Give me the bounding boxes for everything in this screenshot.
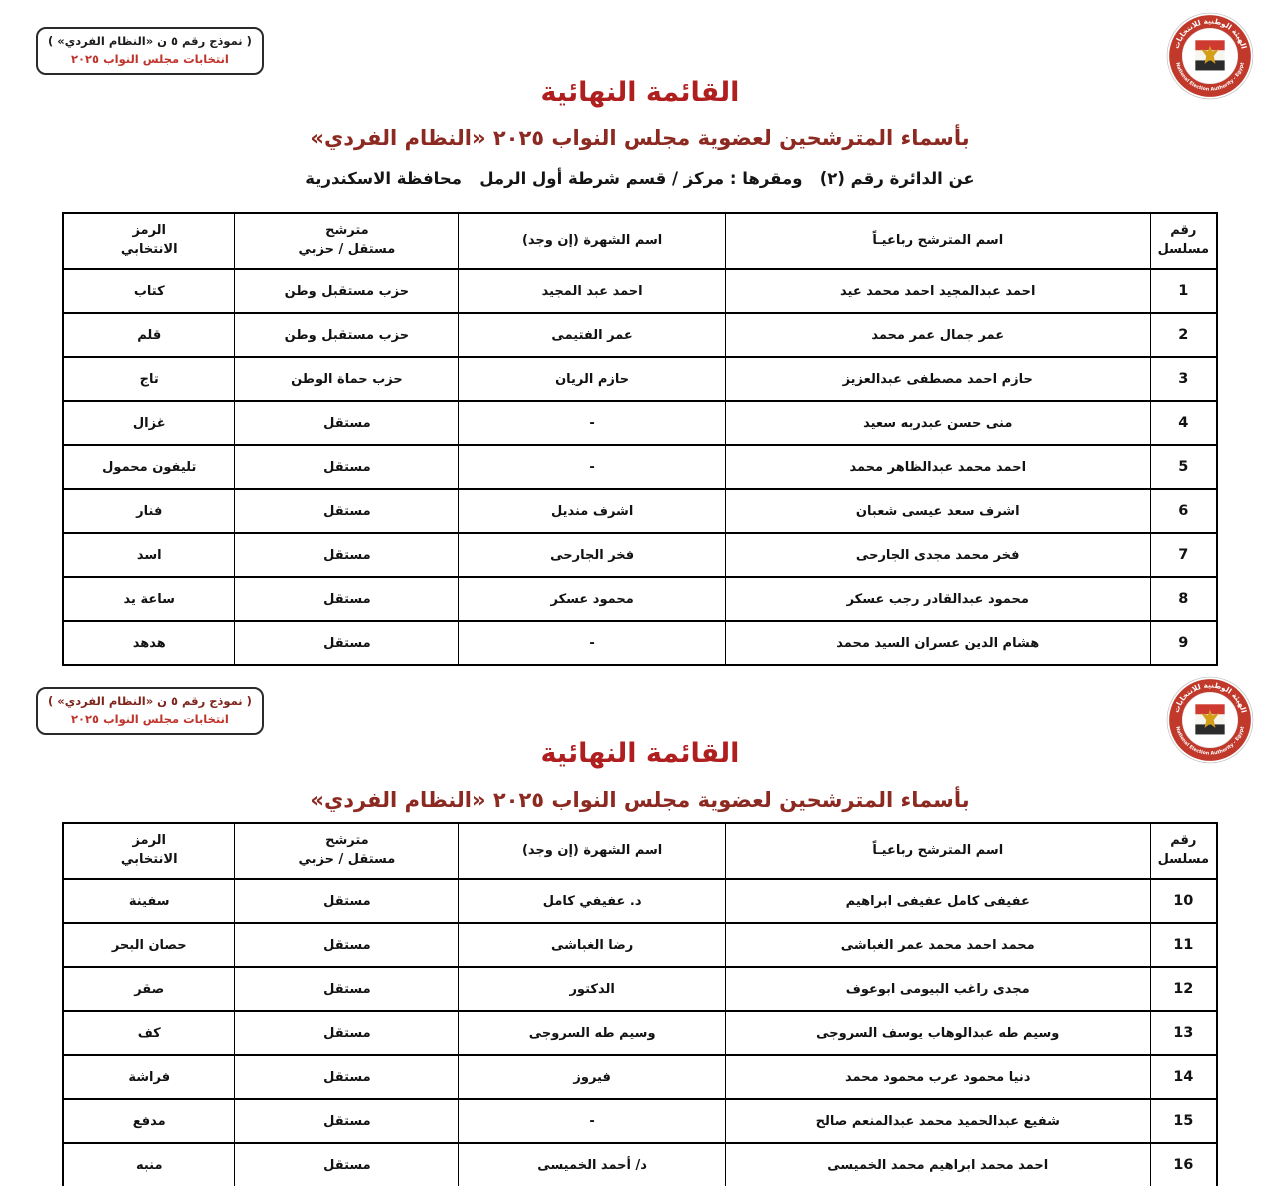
cell-known-as: رضا الغباشى	[459, 923, 726, 967]
cell-party-status: مستقل	[235, 1055, 459, 1099]
cell-electoral-symbol: سفينة	[63, 879, 235, 923]
header-candidate-name: اسم المترشح رباعيـاً	[725, 823, 1150, 879]
cell-party-status: مستقل	[235, 923, 459, 967]
cell-candidate-name: منى حسن عبدربه سعيد	[725, 401, 1150, 445]
cell-party-status: مستقل	[235, 1011, 459, 1055]
cell-known-as: الدكتور	[459, 967, 726, 1011]
header-serial: رقم مسلسل	[1150, 213, 1217, 269]
cell-serial: 10	[1150, 879, 1217, 923]
header-candidate-name: اسم المترشح رباعيـاً	[725, 213, 1150, 269]
seal-english-text-2: National Election Authority - Egypt	[1174, 726, 1246, 757]
cell-known-as: فيروز	[459, 1055, 726, 1099]
cell-serial: 1	[1150, 269, 1217, 313]
table-header-row	[63, 213, 1217, 269]
candidate-row	[63, 967, 1217, 1011]
candidate-row	[63, 923, 1217, 967]
cell-known-as: د/ أحمد الخميسى	[459, 1143, 726, 1186]
district-line: عن الدائرة رقم (٢) ومقرها : مركز / قسم شرطة أول الرمل محافظة الاسكندرية	[305, 169, 975, 188]
candidate-row	[63, 445, 1217, 489]
cell-serial: 9	[1150, 621, 1217, 665]
cell-party-status: مستقل	[235, 533, 459, 577]
cell-party-status: مستقل	[235, 401, 459, 445]
candidate-row	[63, 879, 1217, 923]
cell-serial: 12	[1150, 967, 1217, 1011]
cell-candidate-name: عمر جمال عمر محمد	[725, 313, 1150, 357]
cell-known-as: احمد عبد المجيد	[459, 269, 726, 313]
cell-known-as: وسيم طه السروجى	[459, 1011, 726, 1055]
cell-candidate-name: احمد محمد ابراهيم محمد الخميسى	[725, 1143, 1150, 1186]
cell-serial: 16	[1150, 1143, 1217, 1186]
cell-electoral-symbol: هدهد	[63, 621, 235, 665]
page-title-2: القائمة النهائية	[540, 738, 740, 769]
cell-known-as: -	[459, 401, 726, 445]
cell-known-as: -	[459, 445, 726, 489]
candidate-row	[63, 401, 1217, 445]
candidate-row	[63, 313, 1217, 357]
header-party-status: مترشح مستقل / حزبي	[235, 823, 459, 879]
cell-candidate-name: اشرف سعد عيسى شعبان	[725, 489, 1150, 533]
cell-known-as: حازم الريان	[459, 357, 726, 401]
cell-electoral-symbol: تليفون محمول	[63, 445, 235, 489]
cell-candidate-name: محمود عبدالقادر رجب عسكر	[725, 577, 1150, 621]
cell-electoral-symbol: كتاب	[63, 269, 235, 313]
form-stamp-box	[36, 27, 264, 75]
cell-serial: 4	[1150, 401, 1217, 445]
cell-electoral-symbol: تاج	[63, 357, 235, 401]
cell-candidate-name: مجدى راغب البيومى ابوعوف	[725, 967, 1150, 1011]
egypt-flag-eagle-icon-2	[1195, 704, 1224, 734]
candidates-table-page-2	[62, 822, 1218, 1186]
cell-known-as: اشرف منديل	[459, 489, 726, 533]
cell-known-as: عمر الفتيمى	[459, 313, 726, 357]
cell-candidate-name: احمد محمد عبدالظاهر محمد	[725, 445, 1150, 489]
cell-serial: 14	[1150, 1055, 1217, 1099]
cell-party-status: مستقل	[235, 489, 459, 533]
cell-candidate-name: حازم احمد مصطفى عبدالعزيز	[725, 357, 1150, 401]
cell-party-status: مستقل	[235, 445, 459, 489]
candidate-row	[63, 1143, 1217, 1186]
cell-party-status: حزب مستقبل وطن	[235, 313, 459, 357]
form-stamp-box-2	[36, 687, 264, 735]
cell-electoral-symbol: ساعة يد	[63, 577, 235, 621]
table-body-page-1	[63, 269, 1217, 665]
stamp-election-name: انتخابات مجلس النواب ٢٠٢٥	[71, 51, 229, 66]
cell-candidate-name: دنيا محمود عرب محمود محمد	[725, 1055, 1150, 1099]
cell-candidate-name: وسيم طه عبدالوهاب يوسف السروجى	[725, 1011, 1150, 1055]
cell-electoral-symbol: فراشة	[63, 1055, 235, 1099]
candidate-row	[63, 577, 1217, 621]
header-electoral-symbol: الرمز الانتخابي	[63, 823, 235, 879]
cell-serial: 2	[1150, 313, 1217, 357]
cell-candidate-name: محمد احمد محمد عمر الغباشى	[725, 923, 1150, 967]
candidate-row	[63, 1011, 1217, 1055]
candidate-row	[63, 269, 1217, 313]
cell-electoral-symbol: صقر	[63, 967, 235, 1011]
table-body-page-2	[63, 879, 1217, 1186]
page-subtitle: بأسماء المترشحين لعضوية مجلس النواب ٢٠٢٥ «النظام الفردي»	[310, 126, 970, 150]
cell-electoral-symbol: غزال	[63, 401, 235, 445]
header-known-as: اسم الشهرة (إن وجد)	[459, 823, 726, 879]
cell-party-status: مستقل	[235, 621, 459, 665]
candidate-row	[63, 357, 1217, 401]
candidate-row	[63, 489, 1217, 533]
cell-serial: 7	[1150, 533, 1217, 577]
seal-arabic-text-2: الهيئة الوطنية للانتخابات	[1171, 680, 1249, 714]
cell-electoral-symbol: منبه	[63, 1143, 235, 1186]
cell-serial: 8	[1150, 577, 1217, 621]
candidate-row	[63, 1055, 1217, 1099]
header-party-status: مترشح مستقل / حزبي	[235, 213, 459, 269]
cell-known-as: د. عفيفي كامل	[459, 879, 726, 923]
cell-serial: 15	[1150, 1099, 1217, 1143]
page-title: القائمة النهائية	[540, 77, 740, 108]
cell-known-as: محمود عسكر	[459, 577, 726, 621]
table-header-row-2	[63, 823, 1217, 879]
candidate-row	[63, 533, 1217, 577]
candidate-row	[63, 1099, 1217, 1143]
seal-english-text: National Election Authority - Egypt	[1174, 62, 1246, 93]
cell-party-status: مستقل	[235, 967, 459, 1011]
header-known-as: اسم الشهرة (إن وجد)	[459, 213, 726, 269]
cell-electoral-symbol: مدفع	[63, 1099, 235, 1143]
header-serial: رقم مسلسل	[1150, 823, 1217, 879]
cell-party-status: مستقل	[235, 1143, 459, 1186]
cell-electoral-symbol: اسد	[63, 533, 235, 577]
cell-electoral-symbol: كف	[63, 1011, 235, 1055]
cell-party-status: مستقل	[235, 1099, 459, 1143]
candidates-table-page-1	[62, 212, 1218, 666]
seal-arabic-text: الهيئة الوطنية للانتخابات	[1171, 16, 1249, 50]
header-electoral-symbol: الرمز الانتخابي	[63, 213, 235, 269]
cell-candidate-name: احمد عبدالمجيد احمد محمد عيد	[725, 269, 1150, 313]
cell-electoral-symbol: فنار	[63, 489, 235, 533]
cell-serial: 6	[1150, 489, 1217, 533]
cell-party-status: مستقل	[235, 879, 459, 923]
cell-serial: 5	[1150, 445, 1217, 489]
stamp-form-number-2: ( نموذج رقم ٥ ن «النظام الفردي» )	[48, 694, 252, 708]
cell-party-status: حزب حماة الوطن	[235, 357, 459, 401]
cell-party-status: حزب مستقبل وطن	[235, 269, 459, 313]
cell-known-as: فخر الجارحى	[459, 533, 726, 577]
cell-candidate-name: عفيفى كامل عفيفى ابراهيم	[725, 879, 1150, 923]
stamp-election-name-2: انتخابات مجلس النواب ٢٠٢٥	[71, 711, 229, 726]
cell-serial: 3	[1150, 357, 1217, 401]
cell-party-status: مستقل	[235, 577, 459, 621]
cell-known-as: -	[459, 621, 726, 665]
page-subtitle-2: بأسماء المترشحين لعضوية مجلس النواب ٢٠٢٥ «النظام الفردي»	[310, 788, 970, 812]
candidate-row	[63, 621, 1217, 665]
stamp-form-number: ( نموذج رقم ٥ ن «النظام الفردي» )	[48, 34, 252, 48]
cell-known-as: -	[459, 1099, 726, 1143]
cell-candidate-name: فخر محمد مجدى الجارحى	[725, 533, 1150, 577]
cell-candidate-name: شفيع عبدالحميد محمد عبدالمنعم صالح	[725, 1099, 1150, 1143]
cell-candidate-name: هشام الدين عسران السيد محمد	[725, 621, 1150, 665]
cell-electoral-symbol: حصان البحر	[63, 923, 235, 967]
egypt-flag-eagle-icon	[1195, 40, 1224, 70]
cell-serial: 11	[1150, 923, 1217, 967]
cell-electoral-symbol: قلم	[63, 313, 235, 357]
cell-serial: 13	[1150, 1011, 1217, 1055]
